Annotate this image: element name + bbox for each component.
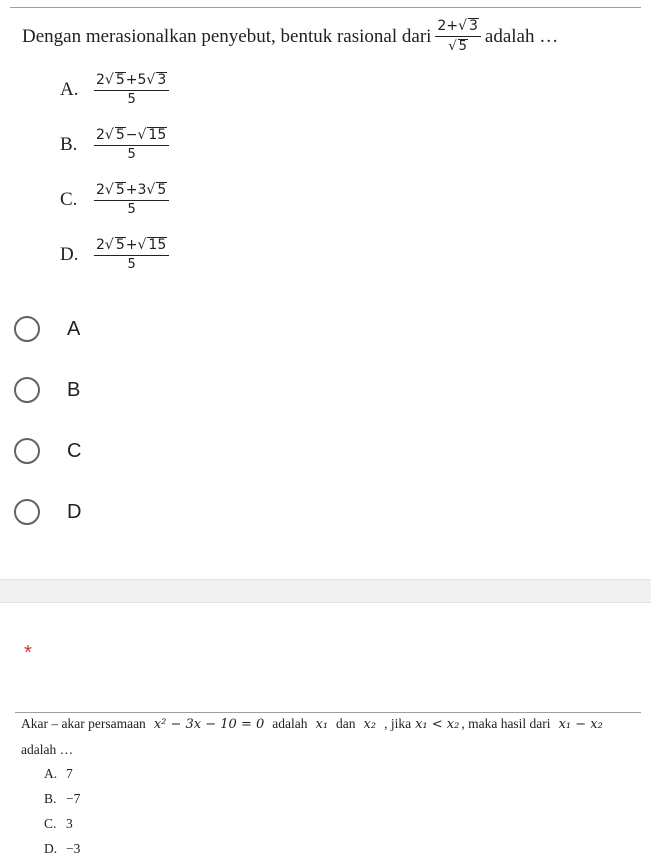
q2-option-a: A. 7	[44, 766, 73, 781]
option-c-text: C. $\frac{2√ 5+3√ 5}{5}$	[60, 182, 173, 218]
radio-button-d[interactable]	[14, 499, 40, 525]
question-1-prefix: Dengan merasionalkan penyebut, bentuk rasional dari	[22, 25, 432, 47]
radio-button-c[interactable]	[14, 438, 40, 464]
question-1-suffix: adalah …	[484, 25, 559, 47]
q2-option-b: B. −7	[44, 791, 81, 806]
option-c-fraction: $\frac{2√ 5+3√ 5}{5}$	[94, 182, 169, 218]
question-2-line-2: adalah …	[21, 742, 74, 757]
q2-option-d: D. −3	[44, 841, 81, 856]
question-2-text: Akar – akar persamaan x² − 3x − 10 = 0 adalah x₁ dan x₂ , jika x₁ < x₂ , maka hasil dari x₁ − x₂	[21, 716, 603, 732]
option-b-text: B. $\frac{2√ 5-√ 15}{5}$	[60, 127, 173, 163]
radio-button-b[interactable]	[14, 377, 40, 403]
radio-button-a[interactable]	[14, 316, 40, 342]
radio-label-d[interactable]: D	[67, 500, 82, 523]
option-a-fraction: $\frac{2√ 5+5√ 3}{5}$	[94, 72, 169, 108]
radio-option-b[interactable]	[14, 377, 80, 403]
radio-label-b[interactable]: B	[67, 378, 81, 401]
radio-label-a[interactable]: A	[67, 317, 81, 340]
option-b-fraction: $\frac{2√ 5-√ 15}{5}$	[94, 127, 169, 163]
option-d-text: D. $\frac{2√ 5+√ 15}{5}$	[60, 237, 173, 273]
radio-option-c[interactable]	[14, 438, 81, 464]
radio-option-d[interactable]	[14, 499, 81, 525]
radio-label-c[interactable]: C	[67, 439, 82, 462]
equation: x² − 3x − 10 = 0	[153, 716, 265, 732]
question-2-divider	[15, 712, 641, 713]
section-separator	[0, 579, 651, 603]
top-divider	[10, 7, 641, 8]
option-d-fraction: $\frac{2√ 5+√ 15}{5}$	[94, 237, 169, 273]
question-1-text	[22, 18, 558, 55]
option-a-text: A. $\frac{2√ 5+5√ 3}{5}$	[60, 72, 173, 108]
radio-option-a[interactable]	[14, 316, 80, 342]
q2-option-c: C. 3	[44, 816, 73, 831]
required-asterisk: *	[24, 642, 32, 664]
question-1-fraction: $\frac{2+√ 3}{√ 5}$	[435, 18, 480, 55]
